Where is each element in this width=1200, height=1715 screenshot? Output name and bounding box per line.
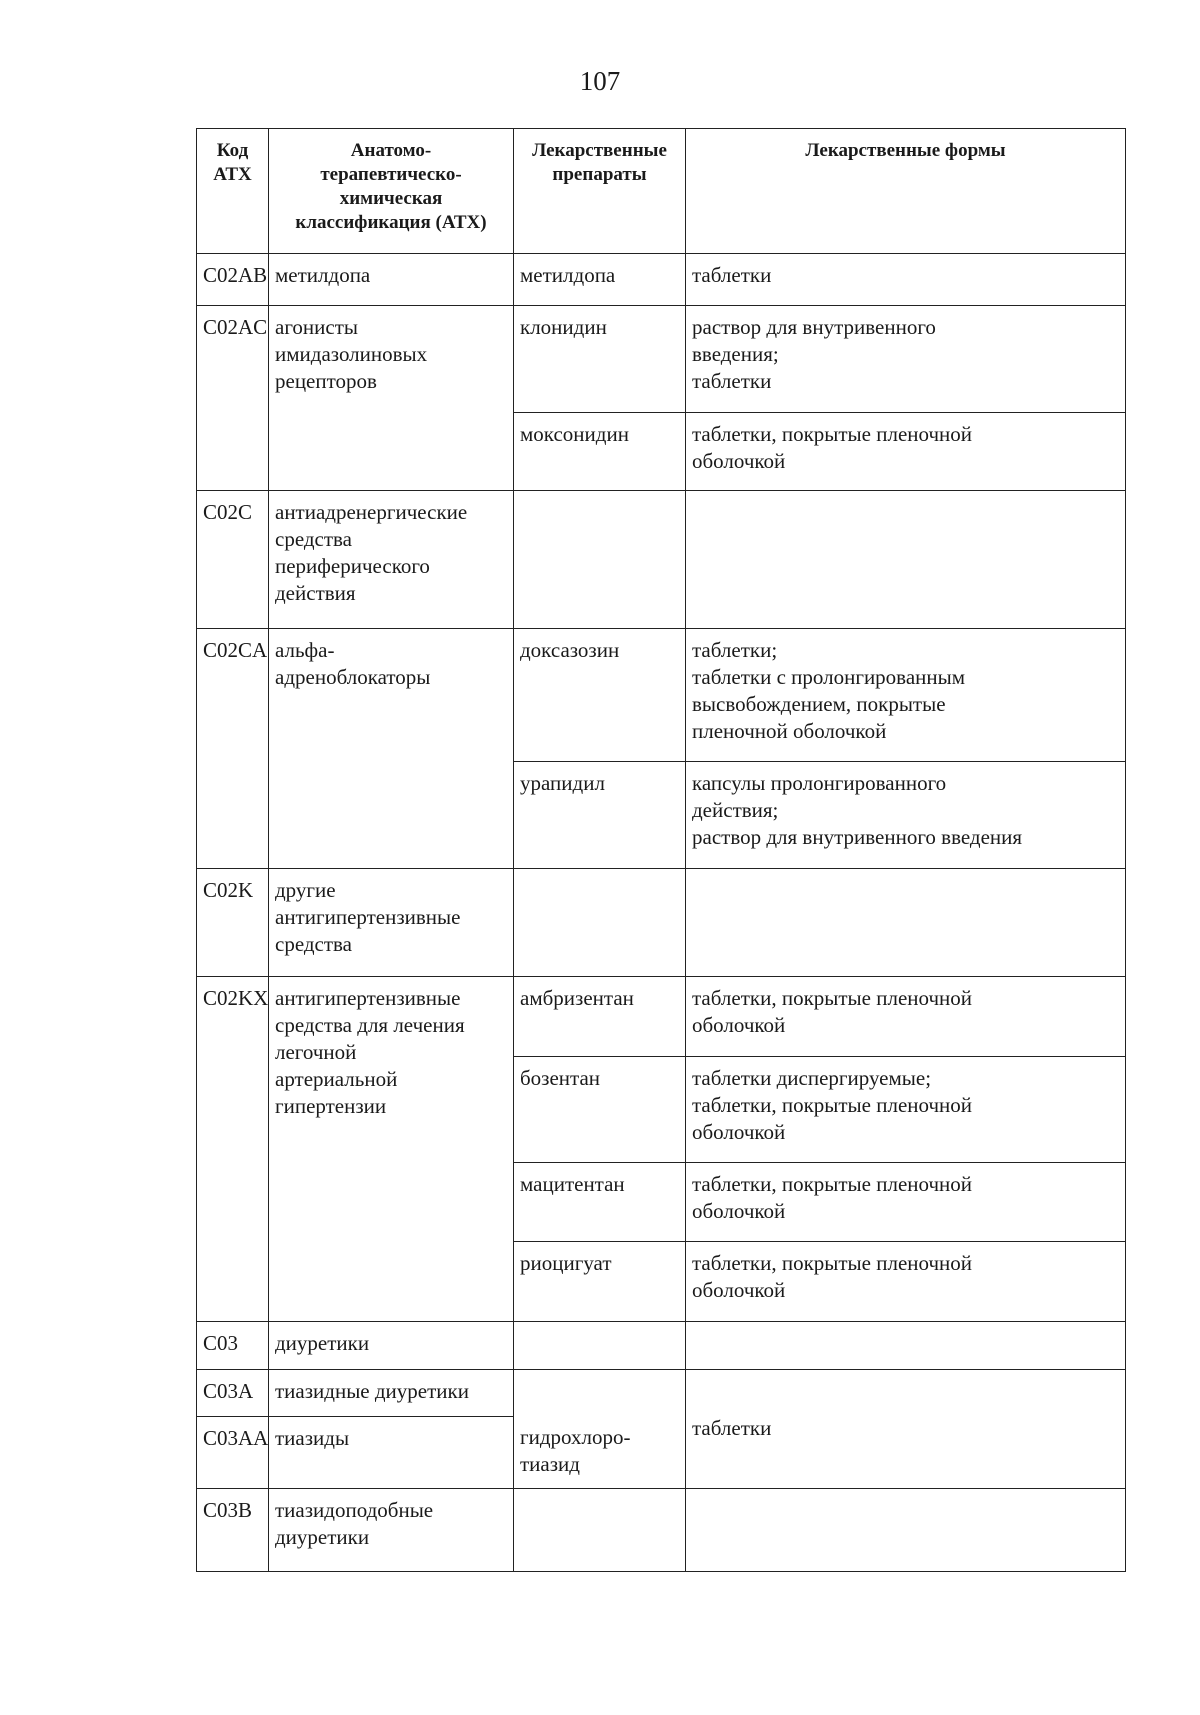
header-classification (269, 129, 514, 254)
drug-cell (514, 1322, 686, 1370)
dosage-forms-cell-line: оболочкой (692, 449, 786, 473)
atx-class-cell-line: метилдопа (275, 263, 371, 287)
drug-cell-line: клонидин (520, 315, 607, 339)
dosage-forms-cell (686, 1163, 1126, 1242)
atx-class-cell-line: периферического (275, 554, 430, 578)
drug-cell (514, 254, 686, 306)
atx-class-cell-line: альфа- (275, 638, 335, 662)
dosage-forms-cell-line: капсулы пролонгированного (692, 771, 947, 795)
header-classification-line: химическая (339, 188, 443, 209)
page-number: 107 (579, 66, 621, 96)
drug-cell (514, 1370, 686, 1489)
dosage-forms-cell-line: раствор для внутривенного введения (692, 825, 1023, 849)
header-classification-line: Анатомо- (350, 140, 432, 161)
dosage-forms-cell-line: высвобождением, покрытые (692, 692, 946, 716)
drug-cell-line: амбризентан (520, 986, 634, 1010)
atx-class-cell (269, 1417, 514, 1489)
header-drugs (514, 129, 686, 254)
atx-code-cell (197, 977, 269, 1322)
drug-cell-line: тиазид (520, 1452, 580, 1476)
drug-cell (514, 1242, 686, 1322)
dosage-forms-cell-line: таблетки (692, 263, 772, 287)
table-row (197, 254, 1126, 306)
header-code (197, 129, 269, 254)
drug-cell-line: гидрохлоро- (520, 1425, 631, 1449)
table-body (197, 254, 1126, 1572)
atx-code-cell (197, 254, 269, 306)
drug-cell (514, 629, 686, 762)
drug-cell (514, 413, 686, 491)
atx-class-cell (269, 306, 514, 491)
drug-cell (514, 1489, 686, 1572)
dosage-forms-cell (686, 491, 1126, 629)
table-row (197, 491, 1126, 629)
header-forms-line: Лекарственные формы (805, 140, 1006, 161)
dosage-forms-cell-line: таблетки, покрытые пленочной (692, 1251, 973, 1275)
atx-class-cell (269, 254, 514, 306)
dosage-forms-cell-line: таблетки диспергируемые; (692, 1066, 932, 1090)
drug-cell-line: доксазозин (520, 638, 620, 662)
atx-class-cell-line: средства для лечения (275, 1013, 465, 1037)
atx-class-cell (269, 1370, 514, 1417)
table-row (197, 306, 1126, 413)
drug-cell (514, 306, 686, 413)
dosage-forms-cell-line: таблетки; (692, 638, 778, 662)
atx-code-cell-text: C03B (203, 1498, 253, 1522)
table-header-row (197, 129, 1126, 254)
table-row (197, 1370, 1126, 1417)
atx-code-cell (197, 306, 269, 491)
drug-cell (514, 977, 686, 1057)
dosage-forms-cell (686, 1322, 1126, 1370)
atx-class-cell-line: антигипертензивные (275, 986, 461, 1010)
dosage-forms-cell-line: таблетки, покрытые пленочной (692, 1172, 973, 1196)
dosage-forms-cell-line: таблетки, покрытые пленочной (692, 422, 973, 446)
dosage-forms-cell (686, 306, 1126, 413)
drug-cell (514, 869, 686, 977)
dosage-forms-cell-line: таблетки, покрытые пленочной (692, 1093, 973, 1117)
dosage-forms-cell (686, 1370, 1126, 1489)
atx-class-cell (269, 491, 514, 629)
atx-code-cell (197, 1322, 269, 1370)
table-row (197, 1489, 1126, 1572)
atx-class-cell-line: адреноблокаторы (275, 665, 431, 689)
atx-class-cell (269, 629, 514, 869)
atx-code-cell-text: C02C (203, 500, 253, 524)
table-row (197, 1322, 1126, 1370)
header-forms (686, 129, 1126, 254)
atx-code-cell-text: C03A (203, 1379, 254, 1403)
atx-class-cell (269, 869, 514, 977)
atx-class-cell-line: рецепторов (275, 369, 377, 393)
atx-code-cell-text: C03AA (203, 1426, 269, 1450)
dosage-forms-cell (686, 869, 1126, 977)
dosage-forms-cell (686, 629, 1126, 762)
atx-class-cell (269, 1322, 514, 1370)
atx-class-cell-line: антигипертензивные (275, 905, 461, 929)
dosage-forms-cell-line: таблетки (692, 369, 772, 393)
atx-class-cell-line: тиазиды (275, 1426, 350, 1450)
atx-code-cell (197, 1489, 269, 1572)
dosage-forms-cell-line: введения; (692, 342, 779, 366)
atx-class-cell (269, 1489, 514, 1572)
atx-code-cell-text: C03 (203, 1331, 239, 1355)
atx-code-cell (197, 1370, 269, 1417)
dosage-forms-cell-line: таблетки (692, 1415, 772, 1440)
table-row (197, 629, 1126, 762)
atx-code-cell-text: C02AC (203, 315, 268, 339)
atx-class-cell-line: средства (275, 527, 353, 551)
dosage-forms-cell-line: таблетки, покрытые пленочной (692, 986, 973, 1010)
drug-cell (514, 491, 686, 629)
atx-code-cell (197, 869, 269, 977)
dosage-forms-cell-line: оболочкой (692, 1013, 786, 1037)
atx-class-cell (269, 977, 514, 1322)
atx-class-cell-line: средства (275, 932, 353, 956)
atx-code-cell (197, 491, 269, 629)
header-drugs-line: Лекарственные (532, 140, 667, 161)
dosage-forms-cell (686, 1057, 1126, 1163)
table-row (197, 977, 1126, 1057)
drug-cell-line: моксонидин (520, 422, 629, 446)
atx-class-cell-line: легочной (275, 1040, 357, 1064)
atx-class-cell-line: агонисты (275, 315, 358, 339)
atx-code-cell (197, 629, 269, 869)
dosage-forms-cell (686, 1489, 1126, 1572)
dosage-forms-cell-line: раствор для внутривенного (692, 315, 936, 339)
atx-code-cell-text: C02KX (203, 986, 269, 1010)
drug-cell (514, 762, 686, 869)
dosage-forms-cell-line: оболочкой (692, 1278, 786, 1302)
atx-class-cell-line: гипертензии (275, 1094, 387, 1118)
header-classification-line: классификация (АТХ) (295, 212, 487, 233)
drug-cell-line: метилдопа (520, 263, 616, 287)
table-row (197, 869, 1126, 977)
dosage-forms-cell (686, 762, 1126, 869)
atx-code-cell-text: C02K (203, 878, 254, 902)
header-classification-line: терапевтическо- (320, 164, 462, 185)
atx-class-cell-line: имидазолиновых (275, 342, 428, 366)
atx-class-cell-line: другие (275, 878, 336, 902)
dosage-forms-cell-line: пленочной оболочкой (692, 719, 887, 743)
drug-cell (514, 1163, 686, 1242)
atx-class-cell-line: тиазидоподобные (275, 1498, 434, 1522)
atx-class-cell-line: диуретики (275, 1331, 370, 1355)
atx-class-cell-line: диуретики (275, 1525, 370, 1549)
header-code-line: Код (216, 140, 249, 161)
atx-class-cell-line: артериальной (275, 1067, 398, 1091)
dosage-forms-cell (686, 254, 1126, 306)
atx-classification-table (196, 128, 1126, 1572)
drug-cell-line: урапидил (520, 771, 605, 795)
drug-cell-line: мацитентан (520, 1172, 625, 1196)
atx-code-cell-text: C02AB (203, 263, 268, 287)
atx-class-cell-line: тиазидные диуретики (275, 1379, 469, 1403)
header-drugs-line: препараты (552, 164, 647, 185)
dosage-forms-cell-line: таблетки с пролонгированным (692, 665, 966, 689)
atx-code-cell-text: C02CA (203, 638, 268, 662)
drug-cell-line: бозентан (520, 1066, 601, 1090)
atx-class-cell-line: антиадренергические (275, 500, 468, 524)
dosage-forms-cell-line: оболочкой (692, 1199, 786, 1223)
dosage-forms-cell-line: оболочкой (692, 1120, 786, 1144)
dosage-forms-cell-line: действия; (692, 798, 779, 822)
dosage-forms-cell (686, 1242, 1126, 1322)
atx-class-cell-line: действия (275, 581, 356, 605)
atx-code-cell (197, 1417, 269, 1489)
drug-cell (514, 1057, 686, 1163)
dosage-forms-cell (686, 413, 1126, 491)
drug-cell-line: риоцигуат (520, 1251, 612, 1275)
header-code-line: АТХ (213, 164, 252, 185)
dosage-forms-cell (686, 977, 1126, 1057)
